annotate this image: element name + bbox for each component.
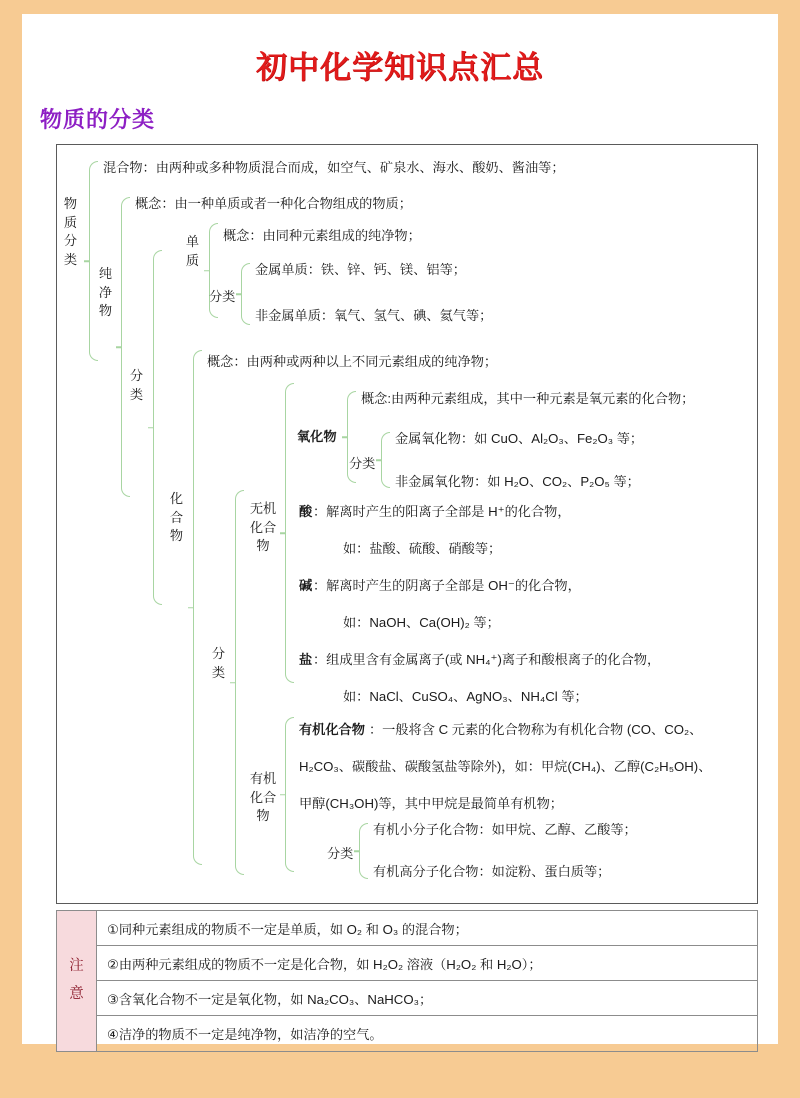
line-acid-eg: 如：盐酸、硫酸、硝酸等； — [343, 541, 502, 556]
line-organic-def-1: ：一般将含 C 元素的化合物称为有机化合物 (CO、CO₂、 — [369, 722, 703, 737]
tree-label-organic: 有机化合物 — [249, 771, 277, 824]
notes-label-char-2: 意 — [69, 986, 84, 1002]
brace-pure — [121, 197, 130, 497]
note-row: ③含氧化合物不一定是氧化物，如 Na₂CO₃、NaHCO₃； — [97, 981, 757, 1016]
brace-oxide-class — [381, 432, 390, 488]
line-acid-label: 酸 — [299, 504, 313, 519]
line-salt-eg: 如：NaCl、CuSO₄、AgNO₃、NH₄Cl 等； — [343, 689, 588, 704]
note-row: ①同种元素组成的物质不一定是单质，如 O₂ 和 O₃ 的混合物； — [97, 911, 757, 946]
section-subtitle: 物质的分类 — [40, 107, 156, 132]
line-organic-def-2: H₂CO₃、碳酸盐、碳酸氢盐等除外)，如：甲烷(CH₄)、乙醇(C₂H₅OH)、 — [299, 759, 712, 774]
line-organic-macro: 有机高分子化合物：如淀粉、蛋白质等； — [373, 864, 611, 879]
line-mixture: 混合物：由两种或多种物质混合而成，如空气、矿泉水、海水、酸奶、酱油等； — [103, 160, 565, 175]
line-base-def: ：解离时产生的阴离子全部是 OH⁻的化合物， — [313, 578, 581, 593]
line-base-label: 碱 — [299, 578, 313, 593]
tree-label-organic-class: 分类 — [327, 846, 354, 861]
line-organic-small: 有机小分子化合物：如甲烷、乙醇、乙酸等； — [373, 822, 637, 837]
tree-label-root: 物质分类 — [63, 196, 78, 268]
tree-label-compound: 化合物 — [169, 491, 184, 544]
line-organic-label: 有机化合物 — [299, 722, 365, 737]
tree-label-element: 单质 — [185, 234, 200, 268]
brace-root — [89, 161, 98, 361]
line-oxide-concept: 概念:由两种元素组成，其中一种元素是氧元素的化合物； — [361, 391, 695, 406]
tree-label-class-1: 分类 — [129, 368, 144, 402]
tree-label-oxide-class: 分类 — [349, 456, 376, 471]
brace-organic — [285, 717, 294, 872]
tree-label-pure: 纯净物 — [98, 266, 113, 319]
line-pure-concept: 概念：由一种单质或者一种化合物组成的物质； — [135, 196, 412, 211]
tree-label-class-2: 分类 — [211, 646, 226, 680]
line-salt-def: ：组成里含有金属离子(或 NH₄⁺)离子和酸根离子的化合物， — [313, 652, 661, 667]
note-row: ④洁净的物质不一定是纯净物，如洁净的空气。 — [107, 1027, 383, 1042]
classification-diagram — [56, 144, 758, 904]
tree-label-element-class: 分类 — [209, 289, 236, 304]
page-title: 初中化学知识点汇总 — [256, 50, 544, 85]
line-nonmetal-element: 非金属单质：氧气、氢气、碘、氦气等； — [255, 308, 493, 323]
poster-page — [22, 14, 778, 1044]
line-metal-oxide: 金属氧化物：如 CuO、Al₂O₃、Fe₂O₃ 等； — [395, 431, 644, 446]
line-nonmetal-oxide: 非金属氧化物：如 H₂O、CO₂、P₂O₅ 等； — [395, 474, 640, 489]
brace-inorganic — [285, 383, 294, 683]
line-compound-concept: 概念：由两种或两种以上不同元素组成的纯净物； — [207, 354, 498, 369]
tree-label-oxide: 氧化物 — [297, 429, 337, 444]
brace-class-1 — [153, 250, 162, 605]
tree-label-inorganic: 无机化合物 — [249, 501, 277, 554]
line-element-concept: 概念：由同种元素组成的纯净物； — [223, 228, 421, 243]
line-base-eg: 如：NaOH、Ca(OH)₂ 等； — [343, 615, 500, 630]
line-metal-element: 金属单质：铁、锌、钙、镁、铝等； — [255, 262, 466, 277]
note-row: ②由两种元素组成的物质不一定是化合物，如 H₂O₂ 溶液（H₂O₂ 和 H₂O）； — [97, 946, 757, 981]
notes-label-char-1: 注 — [69, 958, 84, 975]
notes-table — [56, 910, 758, 1052]
brace-element-class — [241, 263, 250, 325]
brace-class-2 — [235, 490, 244, 875]
line-organic-def-3: 甲醇(CH₃OH)等，其中甲烷是最简单有机物； — [299, 796, 563, 811]
brace-organic-class — [359, 823, 368, 879]
line-acid-def: ：解离时产生的阳离子全部是 H⁺的化合物， — [313, 504, 571, 519]
notes-rows — [97, 911, 757, 1051]
brace-compound — [193, 350, 202, 865]
line-salt-label: 盐 — [299, 652, 313, 667]
notes-label-cell — [57, 911, 97, 1051]
